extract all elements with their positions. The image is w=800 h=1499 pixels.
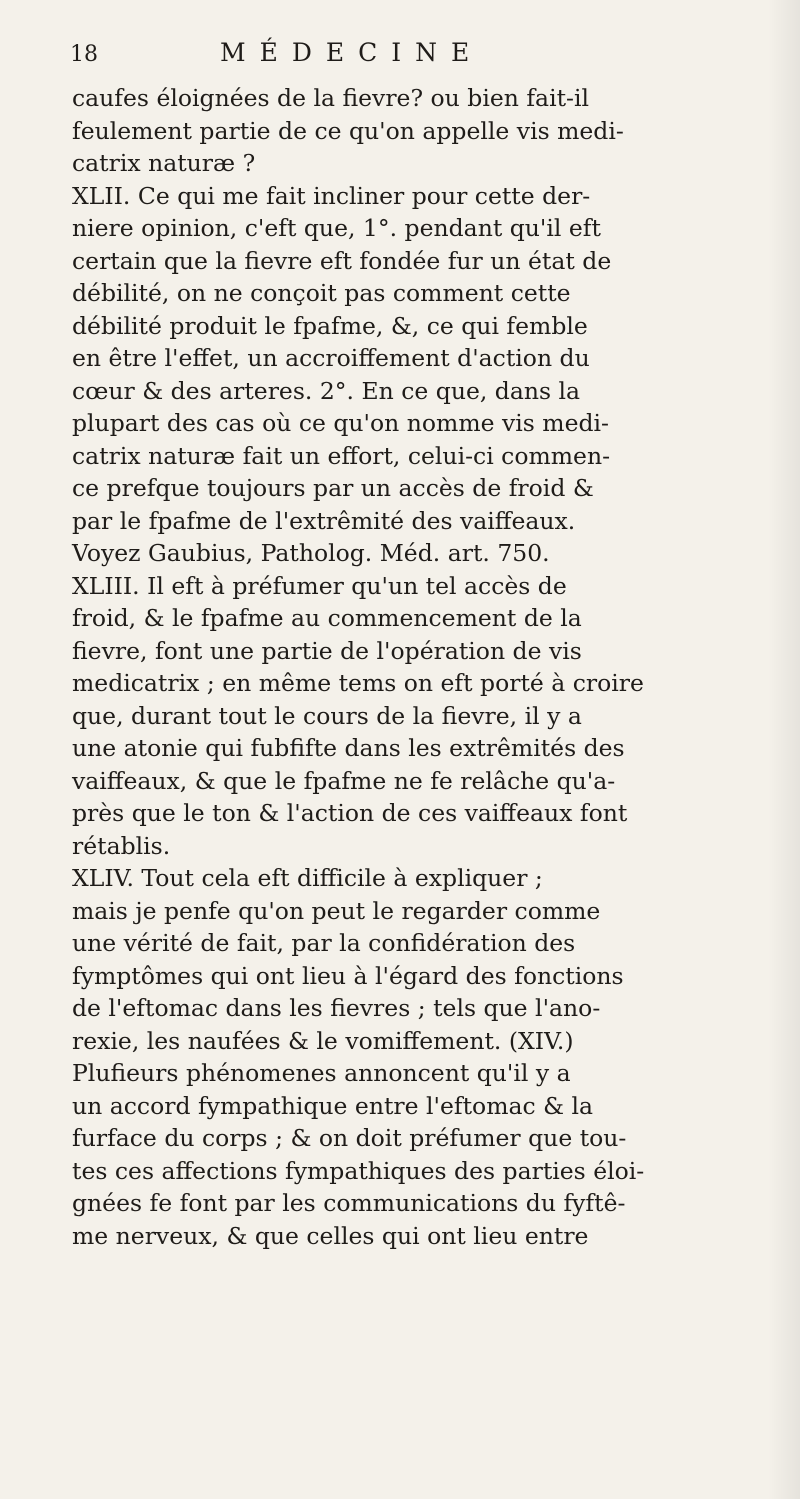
page-header xyxy=(70,38,750,78)
text-line: ce prefque toujours par un accès de froid & xyxy=(72,474,594,502)
text-line: XLIV. Tout cela eft difficile à expliquer ; xyxy=(72,864,543,892)
text-line: niere opinion, c'eft que, 1°. pendant qu'il eft xyxy=(72,214,601,242)
text-line: fievre, font une partie de l'opération de vis xyxy=(72,636,582,665)
text-line: Voyez Gaubius, Patholog. Méd. art. 750. xyxy=(72,539,550,567)
text-line: medicatrix ; en même tems on eft porté à croire xyxy=(72,669,644,697)
text-line: une vérité de fait, par la confidération des xyxy=(72,929,576,957)
text-line: rétablis. xyxy=(72,831,171,860)
text-line: une atonie qui fubfifte dans les extrêmités des xyxy=(72,734,625,762)
text-line: débilité, on ne conçoit pas comment cette xyxy=(72,279,571,307)
text-line: catrix naturæ fait un effort, celui-ci commen- xyxy=(72,441,611,470)
text-line: furface du corps ; & on doit préfumer que tou- xyxy=(72,1124,627,1152)
text-line: XLIII. Il eft à préfumer qu'un tel accès de xyxy=(72,571,567,600)
text-line: rexie, les naufées & le vomiffement. (XIV.) xyxy=(72,1026,574,1055)
text-line: mais je penfe qu'on peut le regarder comme xyxy=(72,896,601,925)
text-line: catrix naturæ ? xyxy=(72,149,256,177)
text-line: un accord fympathique entre l'eftomac & la xyxy=(72,1091,594,1120)
text-line: débilité produit le fpafme, &, ce qui femble xyxy=(72,311,588,340)
text-line: gnées fe font par les communications du fyftê- xyxy=(72,1189,626,1217)
text-line: près que le ton & l'action de ces vaiffeaux font xyxy=(72,799,628,827)
page-number: 18 xyxy=(70,42,98,67)
text-line: de l'eftomac dans les fievres ; tels que l'ano- xyxy=(72,994,601,1022)
text-line: me nerveux, & que celles qui ont lieu entre xyxy=(72,1221,589,1250)
running-title: MÉDECINE xyxy=(220,38,484,67)
text-line: tes ces affections fympathiques des parties éloi- xyxy=(72,1156,645,1185)
text-line: en être l'effet, un accroiffement d'action du xyxy=(72,344,590,372)
text-line: XLII. Ce qui me fait incliner pour cette der- xyxy=(72,181,591,210)
text-line: feulement partie de ce qu'on appelle vis medi- xyxy=(72,116,624,145)
text-line: certain que la fievre eft fondée fur un état de xyxy=(72,246,612,275)
text-line: vaiffeaux, & que le fpafme ne fe relâche qu'a- xyxy=(72,766,616,795)
body-text xyxy=(72,82,757,1252)
text-line: fymptômes qui ont lieu à l'égard des fonctions xyxy=(72,961,624,990)
text-line: froid, & le fpafme au commencement de la xyxy=(72,604,582,632)
text-line: par le fpafme de l'extrêmité des vaiffeaux. xyxy=(72,506,576,535)
text-line: Plufieurs phénomenes annoncent qu'il y a xyxy=(72,1059,571,1087)
text-line: que, durant tout le cours de la fievre, il y a xyxy=(72,701,582,730)
text-line: cœur & des arteres. 2°. En ce que, dans la xyxy=(72,376,581,405)
text-line: plupart des cas où ce qu'on nomme vis medi- xyxy=(72,409,610,437)
text-line: caufes éloignées de la fievre? ou bien fait-il xyxy=(72,84,589,112)
